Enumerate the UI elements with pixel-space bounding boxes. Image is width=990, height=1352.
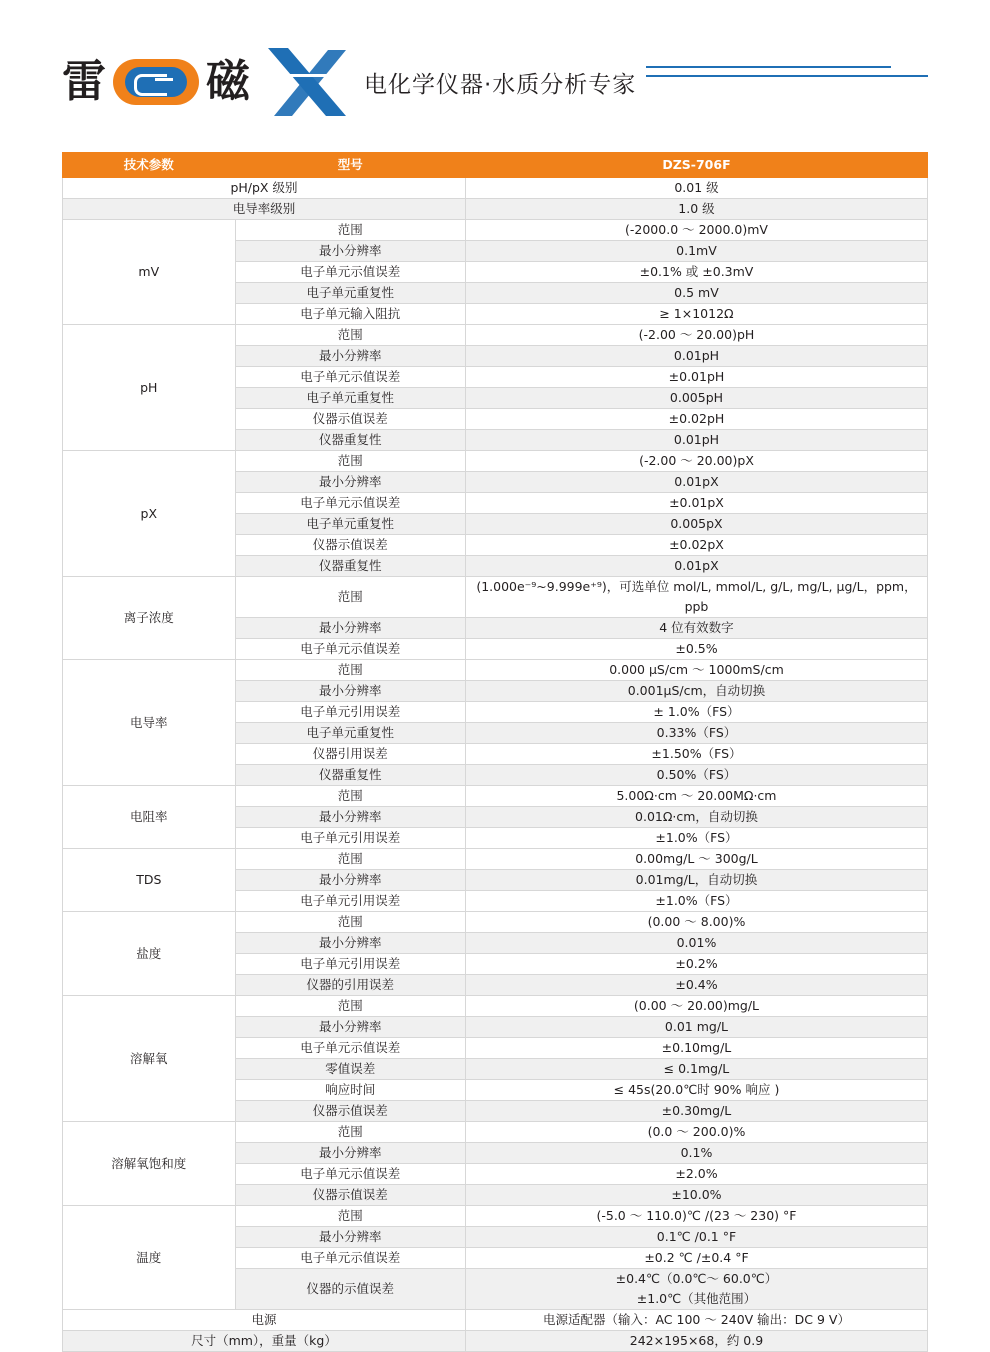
- row-value: 0.01pX: [465, 472, 927, 493]
- row-value: ±0.30mg/L: [465, 1101, 927, 1122]
- row-value: 0.005pH: [465, 388, 927, 409]
- row-value: ±0.02pH: [465, 409, 927, 430]
- row-sub-label: 仪器重复性: [235, 430, 465, 451]
- row-value: ±0.2%: [465, 954, 927, 975]
- row-value: 0.01 mg/L: [465, 1017, 927, 1038]
- row-value: 5.00Ω·cm ～ 20.00MΩ·cm: [465, 786, 927, 807]
- row-category: pH: [63, 325, 236, 451]
- row-sub-label: 范围: [235, 220, 465, 241]
- row-sub-label: 最小分辨率: [235, 870, 465, 891]
- table-row: [63, 660, 928, 681]
- table-row: [63, 1310, 928, 1331]
- header-rule-long: [646, 75, 928, 77]
- row-sub-label: 仪器引用误差: [235, 744, 465, 765]
- row-value: 0.005pX: [465, 514, 927, 535]
- row-value: 0.01mg/L，自动切换: [465, 870, 927, 891]
- row-value: 242×195×68，约 0.9: [465, 1331, 927, 1352]
- row-sub-label: 最小分辨率: [235, 1143, 465, 1164]
- row-label: 电导率级别: [63, 199, 466, 220]
- row-value: ±0.02pX: [465, 535, 927, 556]
- row-sub-label: 最小分辨率: [235, 618, 465, 639]
- row-value: ±1.0%（FS）: [465, 828, 927, 849]
- row-value: ≤ 0.1mg/L: [465, 1059, 927, 1080]
- row-sub-label: 电子单元示值误差: [235, 1248, 465, 1269]
- row-category: 电导率: [63, 660, 236, 786]
- row-sub-label: 电子单元引用误差: [235, 954, 465, 975]
- row-sub-label: 范围: [235, 325, 465, 346]
- row-sub-label: 电子单元重复性: [235, 388, 465, 409]
- table-header-row: [63, 153, 928, 178]
- row-value: 0.00mg/L ～ 300g/L: [465, 849, 927, 870]
- row-sub-label: 电子单元示值误差: [235, 367, 465, 388]
- row-value: ±0.4%: [465, 975, 927, 996]
- row-value: ±0.5%: [465, 639, 927, 660]
- row-sub-label: 最小分辨率: [235, 807, 465, 828]
- table-row: [63, 1122, 928, 1143]
- row-value: 0.33%（FS）: [465, 723, 927, 744]
- table-row: [63, 325, 928, 346]
- row-label: pH/pX 级别: [63, 178, 466, 199]
- row-value: 0.01pH: [465, 430, 927, 451]
- row-value: ±0.2 ℃ /±0.4 °F: [465, 1248, 927, 1269]
- brand-char-left: 雷: [62, 56, 106, 107]
- table-row: [63, 996, 928, 1017]
- row-sub-label: 电子单元引用误差: [235, 891, 465, 912]
- header-model-label: 型号: [235, 153, 465, 178]
- row-label: 电源: [63, 1310, 466, 1331]
- row-value: ±10.0%: [465, 1185, 927, 1206]
- row-value: ±0.1% 或 ±0.3mV: [465, 262, 927, 283]
- header-rule-short: [646, 66, 891, 68]
- row-value: ±0.10mg/L: [465, 1038, 927, 1059]
- row-value: ±1.50%（FS）: [465, 744, 927, 765]
- row-sub-label: 电子单元示值误差: [235, 493, 465, 514]
- x-mark-icon: [264, 44, 350, 120]
- row-value: 电源适配器（输入：AC 100 ～ 240V 输出：DC 9 V）: [465, 1310, 927, 1331]
- row-sub-label: 电子单元重复性: [235, 283, 465, 304]
- row-category: 溶解氧: [63, 996, 236, 1122]
- logo-badge-icon: [113, 59, 199, 105]
- row-sub-label: 仪器的示值误差: [235, 1269, 465, 1310]
- row-value: 1.0 级: [465, 199, 927, 220]
- table-row: [63, 786, 928, 807]
- row-category: TDS: [63, 849, 236, 912]
- row-sub-label: 范围: [235, 786, 465, 807]
- row-sub-label: 最小分辨率: [235, 681, 465, 702]
- row-sub-label: 仪器的引用误差: [235, 975, 465, 996]
- row-value: (-2.00 ～ 20.00)pH: [465, 325, 927, 346]
- row-value: (-2000.0 ～ 2000.0)mV: [465, 220, 927, 241]
- table-row: [63, 199, 928, 220]
- row-value: 0.000 μS/cm ～ 1000mS/cm: [465, 660, 927, 681]
- row-sub-label: 范围: [235, 451, 465, 472]
- row-value: 0.50%（FS）: [465, 765, 927, 786]
- row-sub-label: 最小分辨率: [235, 1227, 465, 1248]
- row-category: pX: [63, 451, 236, 577]
- row-sub-label: 仪器示值误差: [235, 1101, 465, 1122]
- row-value: (-5.0 ～ 110.0)℃ /(23 ～ 230) °F: [465, 1206, 927, 1227]
- spec-table-container: [62, 152, 928, 1352]
- row-value: 0.001μS/cm，自动切换: [465, 681, 927, 702]
- brand-tagline: 电化学仪器·水质分析专家: [364, 71, 637, 98]
- table-row: [63, 849, 928, 870]
- table-row: [63, 220, 928, 241]
- row-value: 4 位有效数字: [465, 618, 927, 639]
- row-value: 0.5 mV: [465, 283, 927, 304]
- row-sub-label: 电子单元示值误差: [235, 1038, 465, 1059]
- row-sub-label: 范围: [235, 1206, 465, 1227]
- row-category: 溶解氧饱和度: [63, 1122, 236, 1206]
- row-value: 0.01%: [465, 933, 927, 954]
- row-value: 0.01pX: [465, 556, 927, 577]
- row-category: 离子浓度: [63, 577, 236, 660]
- row-value: 0.1℃ /0.1 °F: [465, 1227, 927, 1248]
- row-sub-label: 最小分辨率: [235, 1017, 465, 1038]
- row-sub-label: 范围: [235, 996, 465, 1017]
- row-value: ±0.01pX: [465, 493, 927, 514]
- brand-logo: [62, 44, 636, 120]
- row-value: ±0.4℃（0.0℃～ 60.0℃） ±1.0℃（其他范围）: [465, 1269, 927, 1310]
- spec-table: [62, 152, 928, 1352]
- row-sub-label: 最小分辨率: [235, 472, 465, 493]
- row-label: 尺寸（mm），重量（kg）: [63, 1331, 466, 1352]
- row-value: 0.01Ω·cm，自动切换: [465, 807, 927, 828]
- row-sub-label: 仪器重复性: [235, 556, 465, 577]
- row-value: (0.00 ～ 8.00)%: [465, 912, 927, 933]
- header-model-value: DZS-706F: [465, 153, 927, 178]
- row-sub-label: 电子单元示值误差: [235, 262, 465, 283]
- row-sub-label: 电子单元引用误差: [235, 828, 465, 849]
- table-row: [63, 912, 928, 933]
- row-value: (1.000e⁻⁹~9.999e⁺⁹)，可选单位 mol/L, mmol/L, g/L, mg/L, μg/L，ppm，ppb: [465, 577, 927, 618]
- table-row: [63, 451, 928, 472]
- row-value: 0.01 级: [465, 178, 927, 199]
- row-value: ±0.01pH: [465, 367, 927, 388]
- row-sub-label: 最小分辨率: [235, 346, 465, 367]
- table-row: [63, 1206, 928, 1227]
- row-value: 0.1%: [465, 1143, 927, 1164]
- row-value: ±2.0%: [465, 1164, 927, 1185]
- row-category: 温度: [63, 1206, 236, 1310]
- row-value: ≤ 45s(20.0℃时 90% 响应 ): [465, 1080, 927, 1101]
- row-category: 盐度: [63, 912, 236, 996]
- row-value: ±1.0%（FS）: [465, 891, 927, 912]
- row-sub-label: 最小分辨率: [235, 241, 465, 262]
- row-sub-label: 范围: [235, 849, 465, 870]
- row-value: ≥ 1×1012Ω: [465, 304, 927, 325]
- row-sub-label: 仪器示值误差: [235, 409, 465, 430]
- table-row: [63, 577, 928, 618]
- row-sub-label: 电子单元示值误差: [235, 1164, 465, 1185]
- row-value: ± 1.0%（FS）: [465, 702, 927, 723]
- row-category: mV: [63, 220, 236, 325]
- row-sub-label: 零值误差: [235, 1059, 465, 1080]
- table-row: [63, 178, 928, 199]
- row-sub-label: 电子单元重复性: [235, 514, 465, 535]
- row-value: (0.0 ～ 200.0)%: [465, 1122, 927, 1143]
- row-sub-label: 电子单元引用误差: [235, 702, 465, 723]
- table-row: [63, 1331, 928, 1352]
- row-sub-label: 仪器示值误差: [235, 1185, 465, 1206]
- row-sub-label: 电子单元示值误差: [235, 639, 465, 660]
- row-sub-label: 仪器示值误差: [235, 535, 465, 556]
- row-sub-label: 电子单元输入阻抗: [235, 304, 465, 325]
- row-sub-label: 范围: [235, 912, 465, 933]
- row-value: 0.1mV: [465, 241, 927, 262]
- brand-char-right: 磁: [206, 56, 250, 107]
- row-sub-label: 范围: [235, 1122, 465, 1143]
- row-value: (-2.00 ～ 20.00)pX: [465, 451, 927, 472]
- header-rules: [646, 66, 928, 84]
- row-sub-label: 最小分辨率: [235, 933, 465, 954]
- row-sub-label: 电子单元重复性: [235, 723, 465, 744]
- row-sub-label: 范围: [235, 660, 465, 681]
- row-category: 电阻率: [63, 786, 236, 849]
- row-value: 0.01pH: [465, 346, 927, 367]
- row-sub-label: 范围: [235, 577, 465, 618]
- row-sub-label: 响应时间: [235, 1080, 465, 1101]
- row-sub-label: 仪器重复性: [235, 765, 465, 786]
- page-header: [0, 0, 990, 140]
- header-param-label: 技术参数: [63, 153, 236, 178]
- row-value: (0.00 ～ 20.00)mg/L: [465, 996, 927, 1017]
